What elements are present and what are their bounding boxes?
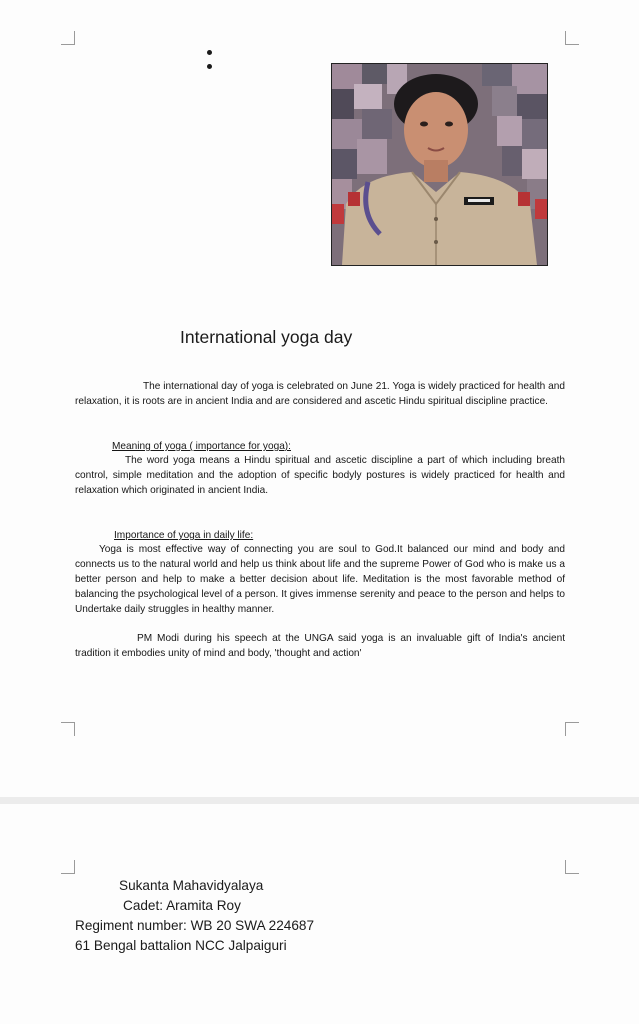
pm-quote-paragraph — [75, 631, 565, 661]
importance-paragraph — [75, 542, 565, 617]
document-page-2 — [0, 804, 639, 1024]
pm-quote-text: PM Modi during his speech at the UNGA said yoga is an invaluable gift of India's ancient tradition it embodies unity of mind and body, 'thought and action' — [75, 633, 565, 659]
meaning-text: The word yoga means a Hindu spiritual and ascetic discipline a part of which including breath control, simple meditation and the adoption of specific bodyly postures is widely practiced for health and relaxation which originated in ancient India. — [75, 455, 565, 496]
signature-college: Sukanta Mahavidyalaya — [119, 878, 264, 893]
page-corner-marker — [61, 722, 75, 736]
signature-regiment: Regiment number: WB 20 SWA 224687 — [75, 918, 315, 933]
meaning-heading: Meaning of yoga ( importance for yoga): — [112, 441, 291, 452]
signature-cadet: Cadet: Aramita Roy — [123, 898, 241, 913]
signature-battalion: 61 Bengal battalion NCC Jalpaiguri — [75, 938, 287, 953]
intro-text: The international day of yoga is celebrated on June 21. Yoga is widely practiced for health and relaxation, it is roots are in ancient India and are considered and ascetic Hindu spiritual discipline practice. — [75, 381, 565, 407]
cadet-photo — [331, 63, 548, 266]
page-separator — [0, 797, 639, 804]
document-title: International yoga day — [180, 327, 353, 347]
page-corner-marker — [565, 31, 579, 45]
intro-paragraph — [75, 379, 565, 409]
page-corner-marker — [565, 722, 579, 736]
importance-heading: Importance of yoga in daily life: — [114, 530, 254, 541]
meaning-paragraph — [75, 453, 565, 498]
page-corner-marker — [61, 31, 75, 45]
page-corner-marker — [565, 860, 579, 874]
cadet-photo-image — [332, 64, 547, 265]
importance-text: Yoga is most effective way of connecting you are soul to God.It balanced our mind and body and connects us to the natural world and help us think about life and the supreme Power of God who is make us a better person and help to make a better decision about life. Meditation is the most favorable method of balancing the psychological level of a person. It gives immense serenity and peace to the person and helps to Undertake daily struggles in healthy manner. — [75, 544, 565, 615]
page-corner-marker — [61, 860, 75, 874]
